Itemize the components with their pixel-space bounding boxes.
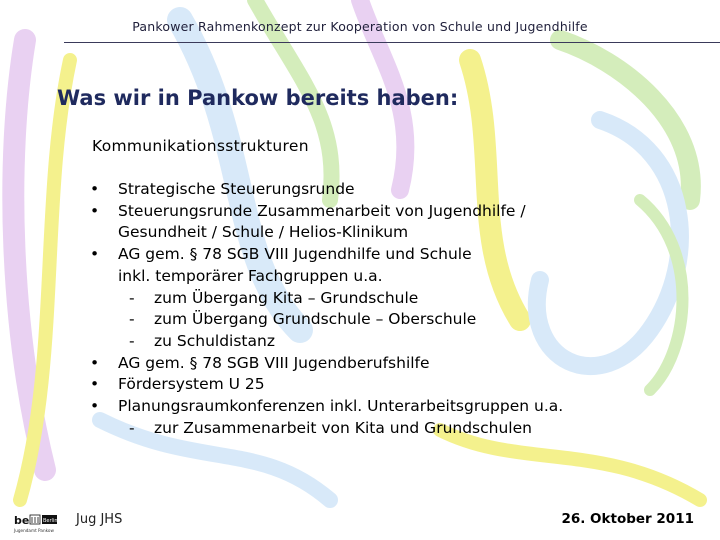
bullet-dot: • (90, 201, 100, 220)
sub-dash: - (129, 288, 135, 307)
bullet-text: Planungsraumkonferenzen inkl. Unterarbeitsgruppen u.a. (118, 397, 564, 416)
logo-caption: Jugendamt Pankow (14, 528, 54, 533)
bullet-item (86, 353, 696, 375)
sub-item (118, 331, 696, 353)
logo-box-text: Berlin (43, 518, 58, 524)
bullet-dot: • (90, 353, 100, 372)
bullet-item (86, 396, 696, 439)
bullet-item (86, 244, 696, 353)
bullet-text: inkl. temporärer Fachgruppen u.a. (118, 266, 383, 285)
sub-item-text: zum Übergang Grundschule – Oberschule (154, 310, 477, 329)
sub-dash: - (129, 310, 135, 329)
bullet-dot: • (90, 375, 100, 394)
bullet-list (86, 179, 696, 439)
bullet-text: Strategische Steuerungsrunde (118, 180, 355, 198)
bullet-item (86, 179, 696, 201)
footer-label: Jug JHS (76, 512, 123, 527)
header-text: Pankower Rahmenkonzept zur Kooperation von Schule und Jugendhilfe (132, 19, 588, 34)
bullet-item (86, 201, 696, 244)
bullet-text: AG gem. § 78 SGB VIII Jugendberufshilfe (118, 353, 430, 372)
bullet-text: Fördersystem U 25 (118, 375, 265, 394)
sub-dash: - (129, 418, 135, 437)
sub-item (118, 309, 696, 331)
bullet-text: AG gem. § 78 SGB VIII Jugendhilfe und Schule (118, 245, 472, 264)
bullet-dot: • (90, 180, 100, 198)
logo-brand: be (14, 514, 30, 527)
bullet-item (86, 374, 696, 396)
sub-dash: - (129, 331, 135, 350)
bullet-text: Gesundheit / Schule / Helios-Klinikum (118, 223, 409, 242)
bullet-dot: • (90, 397, 100, 416)
footer-date: 26. Oktober 2011 (561, 511, 694, 527)
sub-item (118, 418, 696, 440)
sub-item (118, 288, 696, 310)
header-divider (64, 42, 720, 43)
sub-item-text: zur Zusammenarbeit von Kita und Grundschulen (154, 418, 532, 437)
bullet-dot: • (90, 245, 100, 264)
sub-item-text: zu Schuldistanz (154, 331, 275, 350)
slide-subtitle: Kommunikationsstrukturen (92, 137, 309, 155)
sub-item-text: zum Übergang Kita – Grundschule (154, 288, 419, 307)
berlin-logo (13, 512, 75, 534)
slide-title: Was wir in Pankow bereits haben: (57, 86, 459, 110)
bullet-text: Steuerungsrunde Zusammenarbeit von Jugendhilfe / (118, 201, 526, 220)
